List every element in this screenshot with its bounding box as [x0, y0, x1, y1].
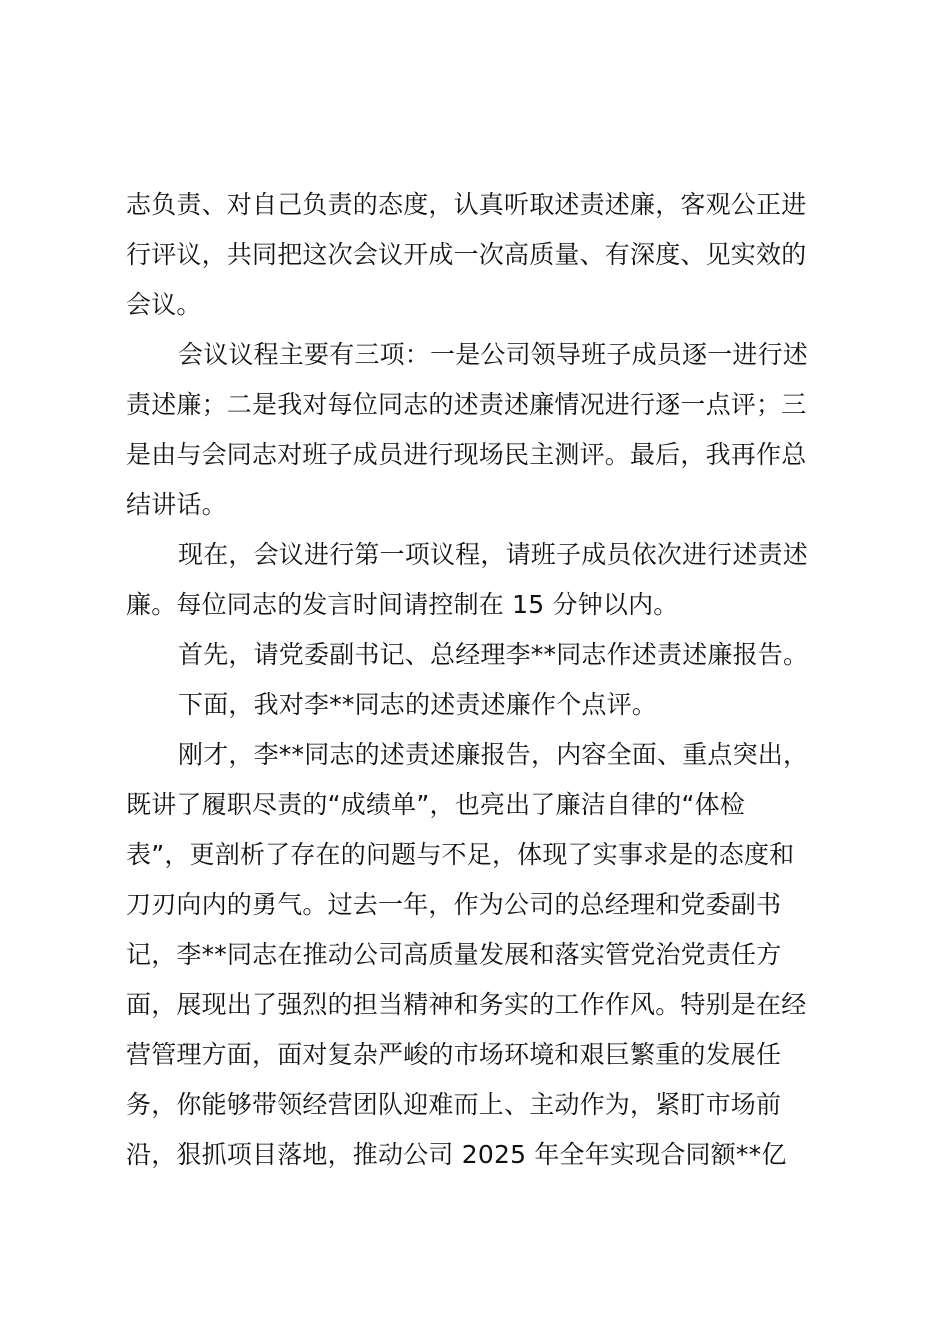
paragraph-line: 既讲了履职尽责的“成绩单”，也亮出了廉洁自律的“体检 [126, 790, 746, 819]
paragraph-line: 现在，会议进行第一项议程，请班子成员依次进行述责述 [178, 540, 809, 569]
paragraph-line: 会议议程主要有三项：一是公司领导班子成员逐一进行述 [178, 340, 809, 369]
paragraph-line: 责述廉；二是我对每位同志的述责述廉情况进行逐一点评；三 [126, 390, 807, 419]
paragraph-line: 下面，我对李**同志的述责述廉作个点评。 [178, 690, 658, 719]
paragraph-line: 行评议，共同把这次会议开成一次高质量、有深度、见实效的 [126, 240, 807, 269]
paragraph-line: 是由与会同志对班子成员进行现场民主测评。最后，我再作总 [126, 440, 807, 469]
paragraph-line: 务，你能够带领经营团队迎难而上、主动作为，紧盯市场前 [126, 1090, 782, 1119]
paragraph-line: 记，李**同志在推动公司高质量发展和落实管党治党责任方 [126, 940, 782, 969]
paragraph-line: 营管理方面，面对复杂严峻的市场环境和艰巨繁重的发展任 [126, 1040, 782, 1069]
paragraph-line: 结讲话。 [126, 490, 227, 519]
paragraph-line: 会议。 [126, 290, 202, 319]
paragraph-line: 面，展现出了强烈的担当精神和务实的工作作风。特别是在经 [126, 990, 807, 1019]
paragraph-line: 沿，狠抓项目落地，推动公司 2025 年全年实现合同额**亿 [126, 1140, 787, 1169]
paragraph-line: 刚才，李**同志的述责述廉报告，内容全面、重点突出， [178, 740, 809, 769]
paragraph-line: 廉。每位同志的发言时间请控制在 15 分钟以内。 [126, 590, 679, 619]
paragraph-line: 志负责、对自己负责的态度，认真听取述责述廉，客观公正进 [126, 190, 807, 219]
paragraph-line: 首先，请党委副书记、总经理李**同志作述责述廉报告。 [178, 640, 809, 669]
paragraph-line: 表”，更剖析了存在的问题与不足，体现了实事求是的态度和 [126, 840, 795, 869]
paragraph-line: 刀刃向内的勇气。过去一年，作为公司的总经理和党委副书 [126, 890, 782, 919]
